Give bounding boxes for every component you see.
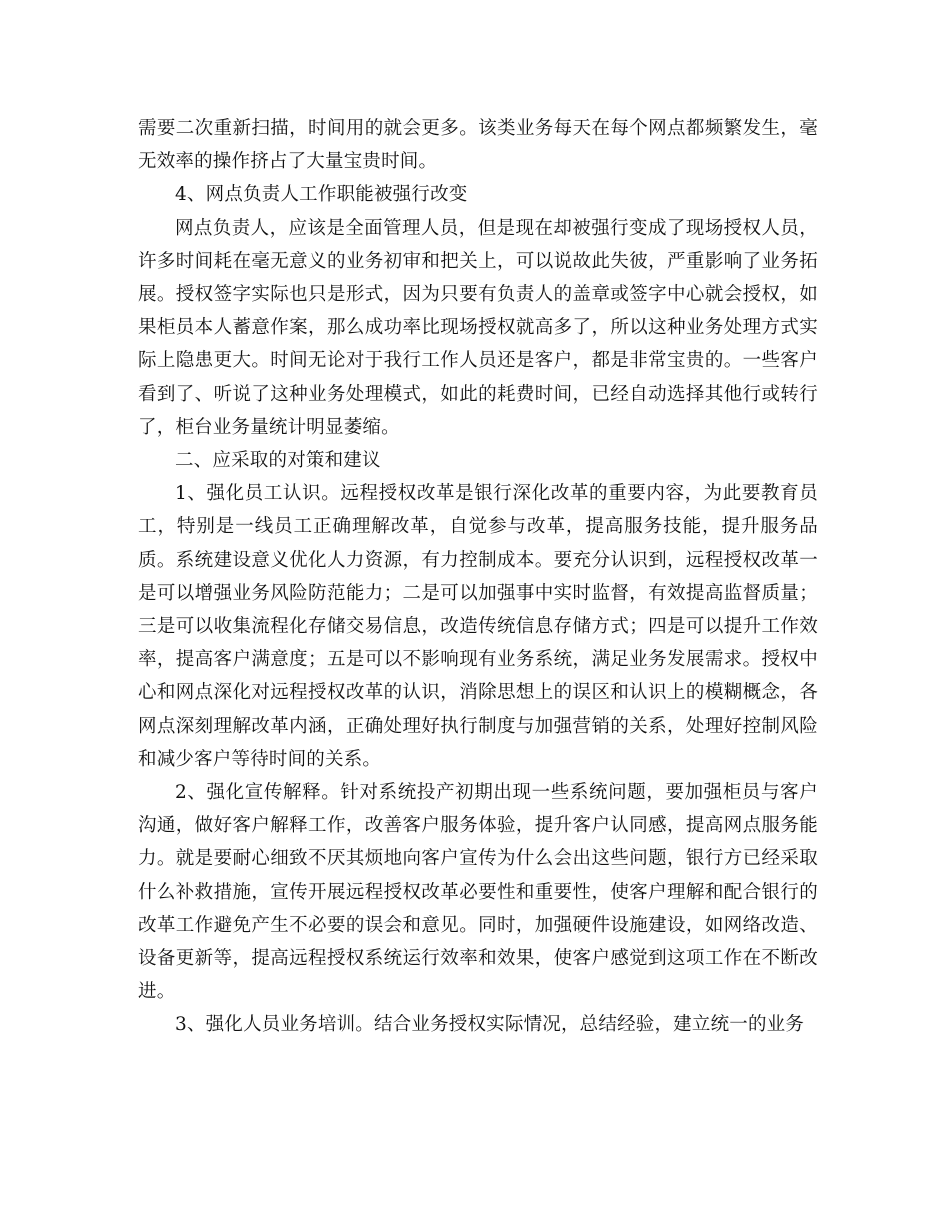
- section-heading-countermeasures: 二、应采取的对策和建议: [175, 450, 381, 472]
- paragraph-continuation: 需要二次重新扫描，时间用的就会更多。该类业务每天在每个网点都频繁发生，毫无效率的操作挤占了大量宝贵时间。: [138, 118, 818, 173]
- paragraph-staff-awareness: 1、强化员工认识。远程授权改革是银行深化改革的重要内容，为此要教育员工，特别是一线员工正确理解改革，自觉参与改革，提高服务技能，提升服务品质。系统建设意义优化人力资源，有力控制成本。要充分认识到，远程授权改革一是可以增强业务风险防范能力；二是可以加强事中实时监督，有效提高监督质量；三是可以收集流程化存储交易信息，改造传统信息存储方式；四是可以提升工作效率，提高客户满意度；五是可以不影响现有业务系统，满足业务发展需求。授权中心和网点深化对远程授权改革的认识，消除思想上的误区和认识上的模糊概念，各网点深刻理解改革内涵，正确处理好执行制度与加强营销的关系，处理好控制风险和减少客户等待时间的关系。: [138, 483, 818, 770]
- paragraph-training: 3、强化人员业务培训。结合业务授权实际情况，总结经验，建立统一的业务: [175, 1014, 805, 1036]
- document-body: [138, 112, 818, 1042]
- paragraph-publicity: 2、强化宣传解释。针对系统投产初期出现一些系统问题，要加强柜员与客户沟通，做好客户解释工作，改善客户服务体验，提升客户认同感，提高网点服务能力。就是要耐心细致不厌其烦地向客户宣传为什么会出这些问题，银行方已经采取什么补救措施，宣传开展远程授权改革必要性和重要性，使客户理解和配合银行的改革工作避免产生不必要的误会和意见。同时，加强硬件设施建设，如网络改造、设备更新等，提高远程授权系统运行效率和效果，使客户感觉到这项工作在不断改进。: [138, 782, 818, 1003]
- section-heading-4: 4、网点负责人工作职能被强行改变: [175, 184, 468, 206]
- paragraph-branch-manager: 网点负责人，应该是全面管理人员，但是现在却被强行变成了现场授权人员，许多时间耗在毫无意义的业务初审和把关上，可以说故此失彼，严重影响了业务拓展。授权签字实际也只是形式，因为只要有负责人的盖章或签字中心就会授权，如果柜员本人蓄意作案，那么成功率比现场授权就高多了，所以这种业务处理方式实际上隐患更大。时间无论对于我行工作人员还是客户，都是非常宝贵的。一些客户看到了、听说了这种业务处理模式，如此的耗费时间，已经自动选择其他行或转行了，柜台业务量统计明显萎缩。: [138, 217, 818, 438]
